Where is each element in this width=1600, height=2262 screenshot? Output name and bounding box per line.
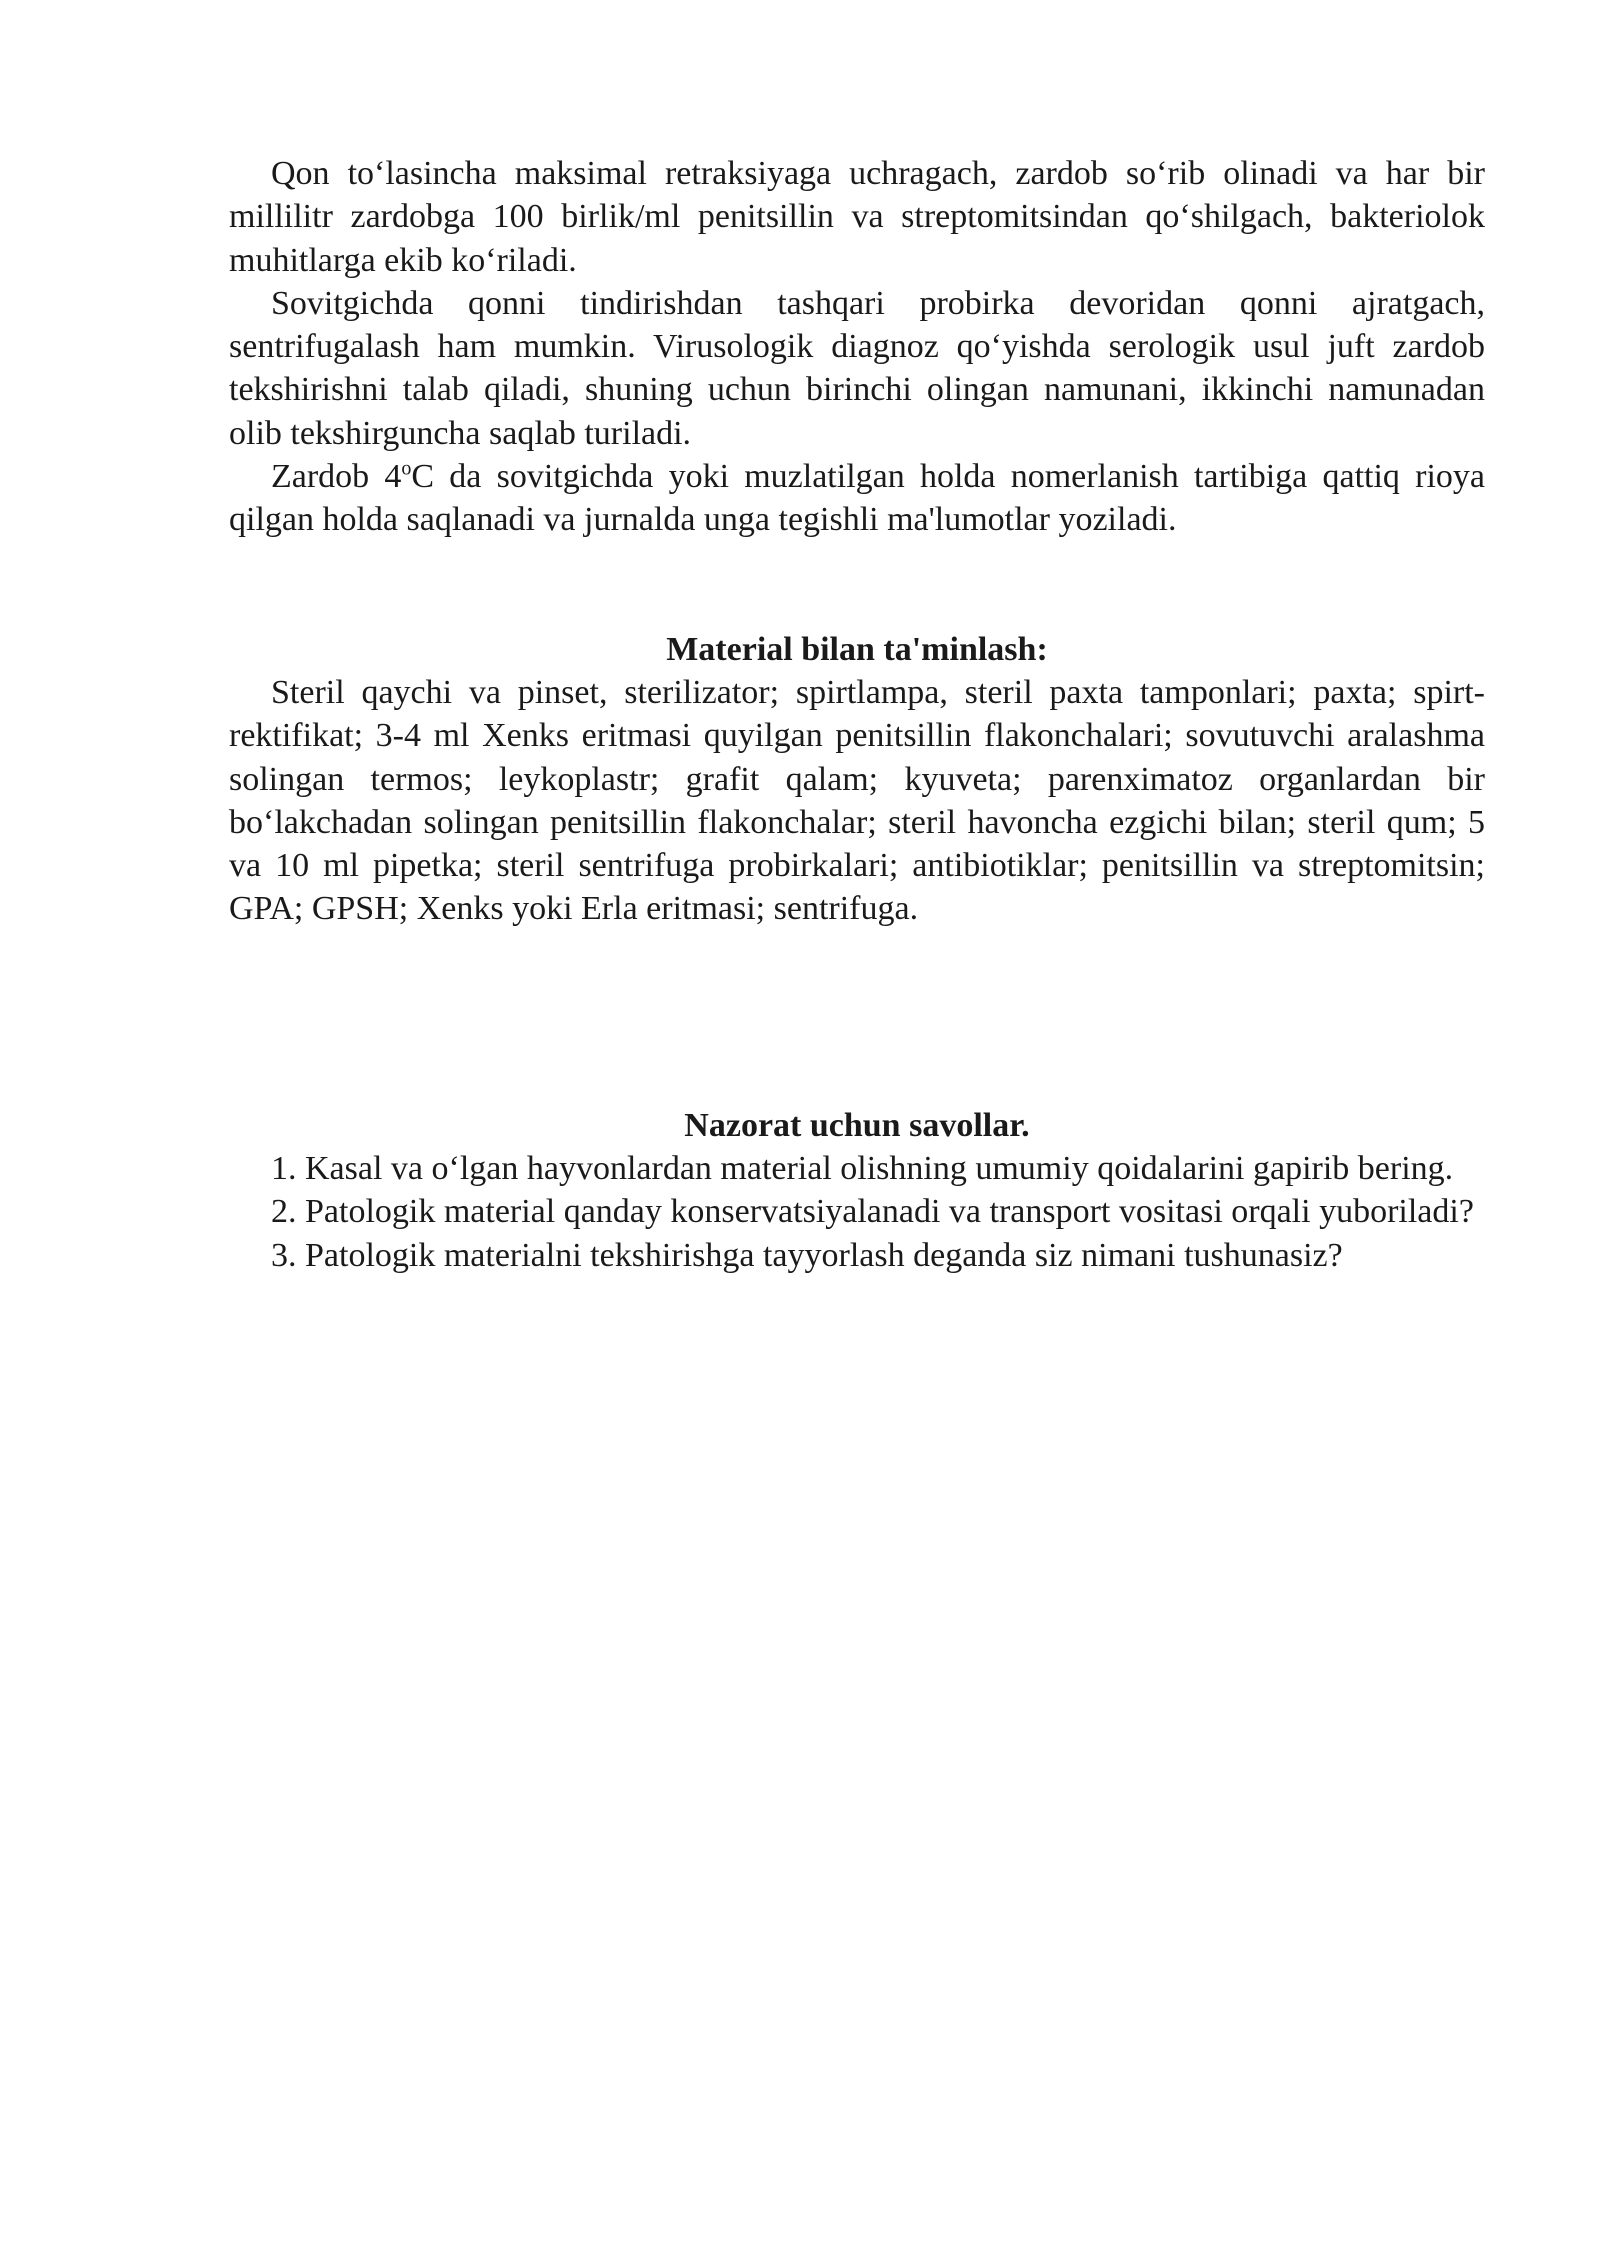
question-item-1: 1. Kasal va o‘lgan hayvonlardan material olishning umumiy qoidalarini gapirib bering. [271, 1150, 1454, 1188]
question-item-3: 3. Patologik materialni tekshirishga tayyorlash deganda siz nimani tushunasiz? [271, 1236, 1343, 1274]
questions-heading: Nazorat uchun savollar. [684, 1106, 1030, 1144]
paragraph-serum-extraction: Qon to‘lasincha maksimal retraksiyaga uchragach, zardob so‘rib olinadi va har bir millilitr zardobga 100 birlik/ml penitsillin va streptomitsindan qo‘shilgach, bakteriolok muhitlarga ekib ko‘riladi. [229, 155, 1485, 279]
material-heading: Material bilan ta'minlash: [666, 630, 1048, 668]
intro-section [229, 152, 1485, 542]
question-item-2: 2. Patologik material qanday konservatsiyalanadi va transport vositasi orqali yuboriladi? [271, 1193, 1474, 1231]
questions-section [229, 1104, 1485, 1277]
storage-text-rest: C da sovitgichda yoki muzlatilgan holda nomerlanish tartibiga qattiq rioya qilgan holda saqlanadi va jurnalda unga tegishli ma'lumotlar yoziladi. [229, 458, 1485, 539]
material-section [229, 628, 1485, 931]
degree-superscript: o [401, 457, 412, 480]
paragraph-centrifugation: Sovitgichda qonni tindirishdan tashqari probirka devoridan qonni ajratgach, sentrifugalash ham mumkin. Virusologik diagnoz qo‘yishda serologik usul juft zardob tekshirishni talab qiladi, shuning uchun birinchi olingan namunani, ikkinchi namunadan olib tekshirguncha saqlab turiladi. [229, 284, 1485, 452]
paragraph-serum-storage [229, 455, 1485, 542]
storage-text-prefix: Zardob 4 [271, 458, 402, 496]
material-list-paragraph: Steril qaychi va pinset, sterilizator; spirtlampa, steril paxta tamponlari; paxta; spirt-rektifikat; 3-4 ml Xenks eritmasi quyilgan penitsillin flakonchalari; sovutuvchi aralashma solingan termos; leykoplastr; grafit qalam; kyuveta; parenximatoz organlardan bir bo‘lakchadan solingan penitsillin flakonchalar; steril havoncha ezgichi bilan; steril qum; 5 va 10 ml pipetka; steril sentrifuga probirkalari; antibiotiklar; penitsillin va streptomitsin; GPA; GPSH; Xenks yoki Erla eritmasi; sentrifuga. [229, 673, 1485, 928]
page-content [229, 152, 1485, 1277]
